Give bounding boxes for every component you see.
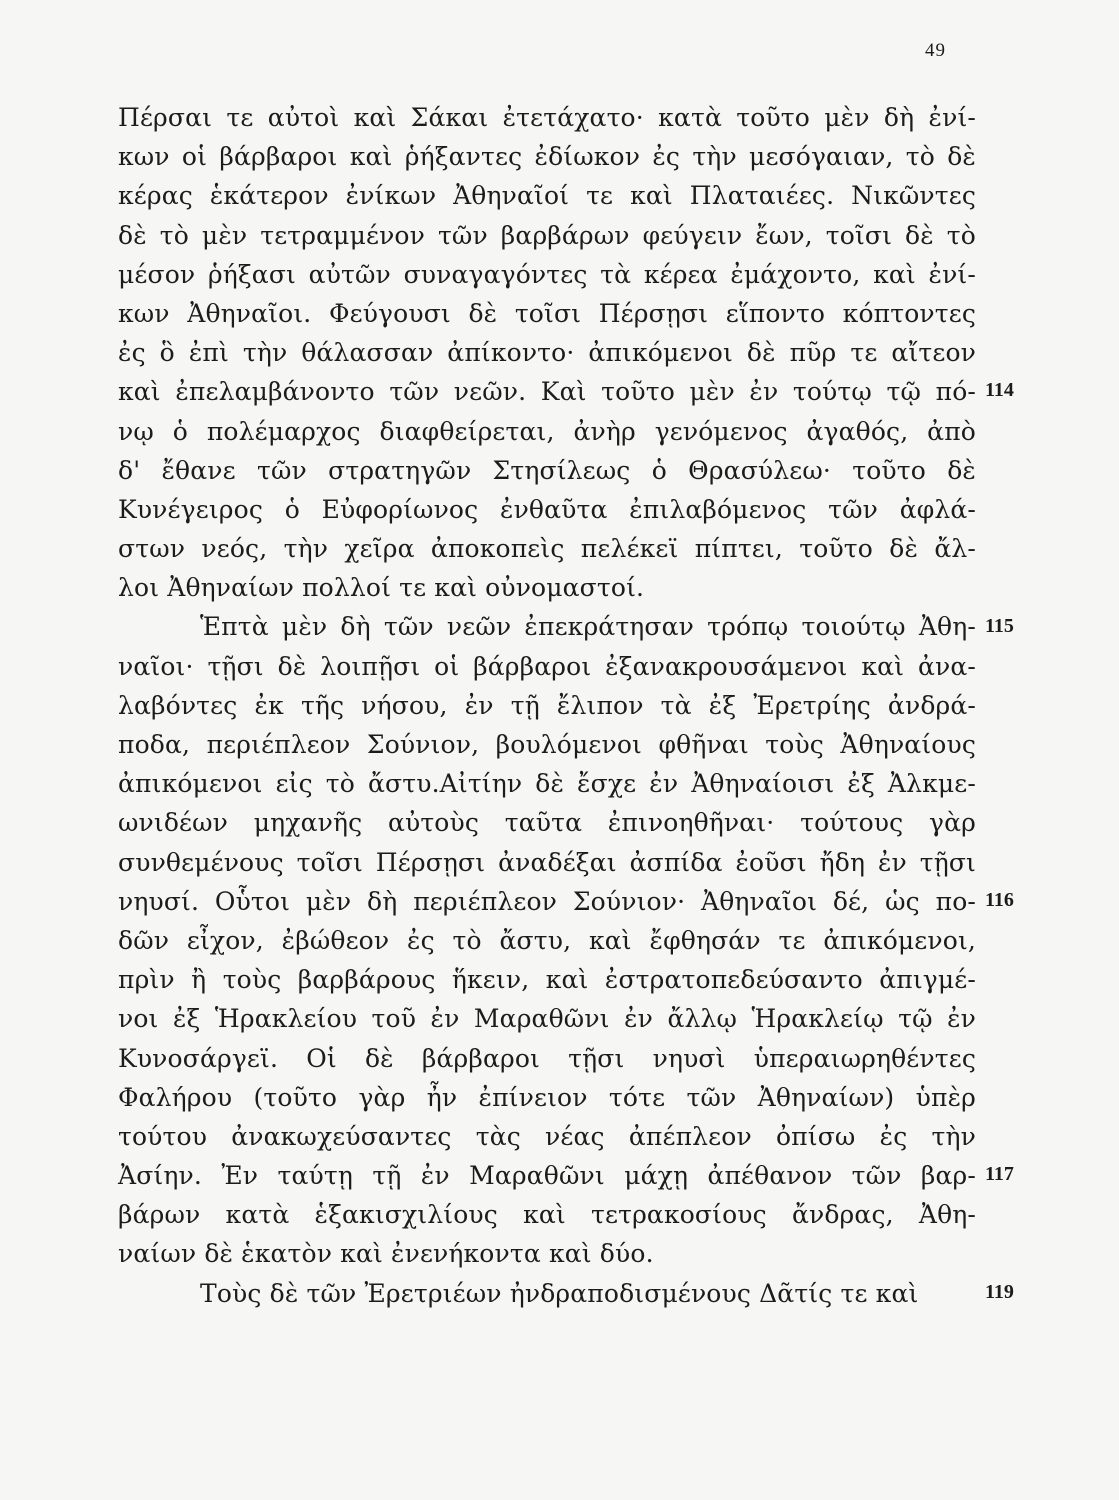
text-line: Ἑπτὰ μὲν δὴ τῶν νεῶν ἐπεκράτησαν τρόπῳ τοιούτῳ Ἀθη- [200, 612, 976, 642]
text-line: Τοὺς δὲ τῶν Ἐρετριέων ἠνδραποδισμένους Δᾶτίς τε καὶ [200, 1278, 919, 1308]
text-line: τούτου ἀνακωχεύσαντες τὰς νέας ἀπέπλεον ὀπίσω ἐς τὴν [118, 1121, 976, 1151]
text-line: ποδα, περιέπλεον Σούνιον, βουλόμενοι φθῆναι τοὺς Ἀθηναίους [118, 730, 976, 759]
section-number: 116 [985, 889, 1014, 911]
section-number: 117 [985, 1163, 1014, 1186]
text-line: λοι Ἀθηναίων πολλοί τε καὶ οὐνομαστοί. [118, 573, 645, 603]
text-line: νῳ ὁ πολέμαρχος διαφθείρεται, ἀνὴρ γενόμενος ἀγαθός, ἀπὸ [118, 416, 976, 446]
text-line: ἐς ὃ ἐπὶ τὴν θάλασσαν ἀπίκοντο· ἀπικόμενοι δὲ πῦρ τε αἴτεον [118, 338, 976, 368]
text-line: κων Ἀθηναῖοι. Φεύγουσι δὲ τοῖσι Πέρσῃσι εἵποντο κόπτοντες [118, 298, 976, 328]
text-line: Φαλήρου (τοῦτο γὰρ ἦν ἐπίνειον τότε τῶν Ἀθηναίων) ὑπὲρ [118, 1082, 976, 1112]
text-line: νηυσί. Οὗτοι μὲν δὴ περιέπλεον Σούνιον· Ἀθηναῖοι δέ, ὡς πο- [118, 886, 976, 916]
section-number: 119 [985, 1281, 1014, 1303]
text-line: ναίων δὲ ἑκατὸν καὶ ἐνενήκοντα καὶ δύο. [118, 1239, 654, 1269]
text-line: μέσον ῥήξασι αὐτῶν συναγαγόντες τὰ κέρεα ἐμάχοντο, καὶ ἐνί- [118, 259, 976, 289]
text-line: δὲ τὸ μὲν τετραμμένον τῶν βαρβάρων φεύγειν ἔων, τοῖσι δὲ τὸ [118, 220, 976, 250]
text-line: συνθεμένους τοῖσι Πέρσῃσι ἀναδέξαι ἀσπίδα ἐοῦσι ἤδη ἐν τῇσι [118, 847, 976, 877]
text-line: στων νεός, τὴν χεῖρα ἀποκοπεὶς πελέκεϊ πίπτει, τοῦτο δὲ ἄλ- [118, 534, 976, 564]
text-line: Ἀσίην. Ἐν ταύτῃ τῇ ἐν Μαραθῶνι μάχῃ ἀπέθανον τῶν βαρ- [118, 1161, 976, 1191]
section-number: 115 [985, 614, 1014, 637]
section-number: 114 [985, 379, 1014, 402]
text-line: κων οἱ βάρβαροι καὶ ῥήξαντες ἐδίωκον ἐς τὴν μεσόγαιαν, τὸ δὲ [118, 142, 976, 172]
text-line: πρὶν ἢ τοὺς βαρβάρους ἥκειν, καὶ ἐστρατοπεδεύσαντο ἀπιγμέ- [118, 965, 976, 995]
text-line: ναῖοι· τῇσι δὲ λοιπῇσι οἱ βάρβαροι ἐξανακρουσάμενοι καὶ ἀνα- [118, 651, 976, 681]
text-line: ωνιδέων μηχανῆς αὐτοὺς ταῦτα ἐπινοηθῆναι· τούτους γὰρ [118, 808, 976, 838]
text-line: Πέρσαι τε αὐτοὶ καὶ Σάκαι ἐτετάχατο· κατὰ τοῦτο μὲν δὴ ἐνί- [118, 103, 976, 132]
text-line: νοι ἐξ Ἡρακλείου τοῦ ἐν Μαραθῶνι ἐν ἄλλῳ Ἡρακλείῳ τῷ ἐν [118, 1004, 976, 1034]
page-number: 49 [925, 40, 946, 61]
text-line: κέρας ἑκάτερον ἐνίκων Ἀθηναῖοί τε καὶ Πλαταιέες. Νικῶντες [118, 181, 976, 211]
text-line: καὶ ἐπελαμβάνοντο τῶν νεῶν. Καὶ τοῦτο μὲν ἐν τούτῳ τῷ πό- [118, 377, 976, 407]
text-line: δ' ἔθανε τῶν στρατηγῶν Στησίλεως ὁ Θρασύλεω· τοῦτο δὲ [118, 455, 976, 485]
text-line: Κυνοσάργεϊ. Οἱ δὲ βάρβαροι τῇσι νηυσὶ ὑπεραιωρηθέντες [118, 1043, 976, 1073]
text-line: ἀπικόμενοι εἰς τὸ ἄστυ.Αἰτίην δὲ ἔσχε ἐν Ἀθηναίοισι ἐξ Ἀλκμε- [118, 769, 976, 799]
body-text [118, 98, 976, 1313]
text-line: λαβόντες ἐκ τῆς νήσου, ἐν τῇ ἔλιπον τὰ ἐξ Ἐρετρίης ἀνδρά- [118, 690, 976, 720]
text-line: βάρων κατὰ ἑξακισχιλίους καὶ τετρακοσίους ἄνδρας, Ἀθη- [118, 1200, 976, 1230]
text-line: δῶν εἶχον, ἐβώθεον ἐς τὸ ἄστυ, καὶ ἔφθησάν τε ἀπικόμενοι, [118, 925, 976, 955]
text-line: Κυνέγειρος ὁ Εὐφορίωνος ἐνθαῦτα ἐπιλαβόμενος τῶν ἀφλά- [118, 494, 976, 524]
